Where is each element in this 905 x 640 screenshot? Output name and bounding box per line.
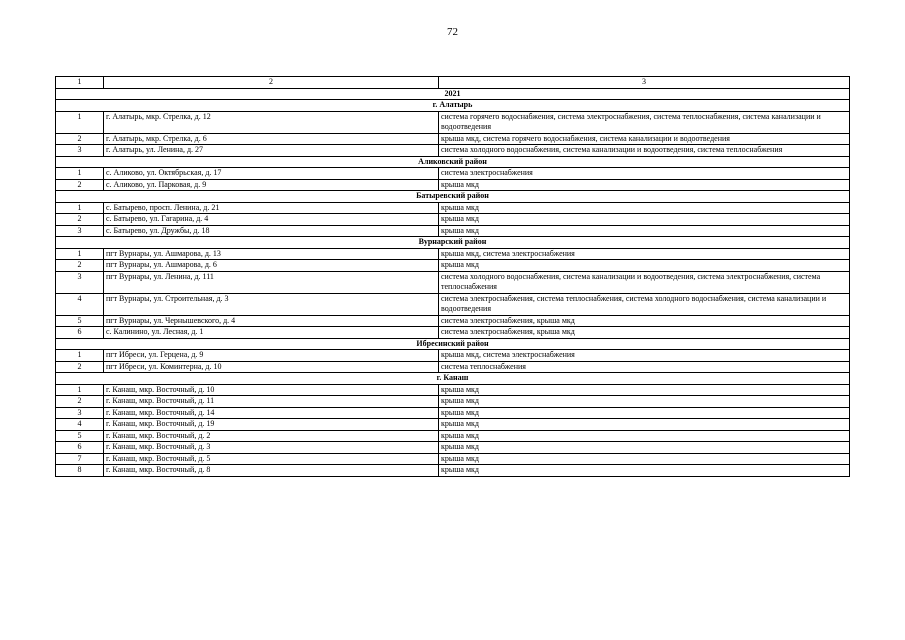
table-row [56, 145, 850, 157]
row-number: 2 [56, 133, 104, 145]
table-row [56, 293, 850, 315]
row-address: пгт Вурнары, ул. Ашмарова, д. 6 [104, 260, 439, 272]
row-works: система электроснабжения, крыша мкд [439, 315, 850, 327]
row-works: крыша мкд [439, 214, 850, 226]
row-works: система электроснабжения, система теплоснабжения, система холодного водоснабжения, система канализации и водоотведения [439, 293, 850, 315]
row-address: с. Батырево, ул. Дружбы, д. 18 [104, 225, 439, 237]
row-number: 3 [56, 225, 104, 237]
row-number: 5 [56, 430, 104, 442]
table-row [56, 327, 850, 339]
table-row [56, 396, 850, 408]
table-row [56, 465, 850, 477]
table-row [56, 407, 850, 419]
row-address: пгт Вурнары, ул. Строительная, д. 3 [104, 293, 439, 315]
row-works: крыша мкд [439, 453, 850, 465]
row-address: г. Канаш, мкр. Восточный, д. 11 [104, 396, 439, 408]
row-address: г. Канаш, мкр. Восточный, д. 5 [104, 453, 439, 465]
row-works: крыша мкд [439, 202, 850, 214]
row-number: 2 [56, 260, 104, 272]
column-numbers-row [56, 77, 850, 89]
row-works: крыша мкд [439, 225, 850, 237]
row-address: г. Алатырь, мкр. Стрелка, д. 12 [104, 111, 439, 133]
table-row [56, 453, 850, 465]
section-row [56, 237, 850, 249]
row-works: система теплоснабжения [439, 361, 850, 373]
row-number: 8 [56, 465, 104, 477]
section-heading: Ибресинский район [56, 338, 850, 350]
section-heading: Аликовский район [56, 156, 850, 168]
table-row [56, 225, 850, 237]
table-row [56, 384, 850, 396]
row-number: 1 [56, 350, 104, 362]
row-number: 4 [56, 293, 104, 315]
row-address: г. Алатырь, ул. Ленина, д. 27 [104, 145, 439, 157]
row-number: 3 [56, 407, 104, 419]
row-works: крыша мкд [439, 179, 850, 191]
year-heading: 2021 [56, 88, 850, 100]
row-number: 6 [56, 442, 104, 454]
row-address: пгт Ибреси, ул. Герцена, д. 9 [104, 350, 439, 362]
row-address: пгт Вурнары, ул. Ашмарова, д. 13 [104, 248, 439, 260]
table-row [56, 430, 850, 442]
row-address: с. Аликово, ул. Парковая, д. 9 [104, 179, 439, 191]
section-heading: Вурнарский район [56, 237, 850, 249]
table-row [56, 350, 850, 362]
table-row [56, 168, 850, 180]
row-works: крыша мкд [439, 465, 850, 477]
section-row [56, 156, 850, 168]
row-works: крыша мкд, система горячего водоснабжения, система канализации и водоотведения [439, 133, 850, 145]
row-address: пгт Ибреси, ул. Коминтерна, д. 10 [104, 361, 439, 373]
row-works: система холодного водоснабжения, система канализации и водоотведения, система теплоснабжения [439, 145, 850, 157]
table-row [56, 248, 850, 260]
row-works: система электроснабжения [439, 168, 850, 180]
row-works: крыша мкд [439, 396, 850, 408]
row-works: крыша мкд [439, 430, 850, 442]
column-number: 1 [56, 77, 104, 89]
table-row [56, 133, 850, 145]
works-table-body [56, 77, 850, 477]
section-heading: г. Канаш [56, 373, 850, 385]
row-address: г. Алатырь, мкр. Стрелка, д. 6 [104, 133, 439, 145]
section-heading: г. Алатырь [56, 100, 850, 112]
row-number: 1 [56, 202, 104, 214]
row-works: система электроснабжения, крыша мкд [439, 327, 850, 339]
row-number: 2 [56, 179, 104, 191]
row-number: 4 [56, 419, 104, 431]
row-number: 1 [56, 168, 104, 180]
table-row [56, 315, 850, 327]
section-row [56, 338, 850, 350]
row-works: крыша мкд [439, 260, 850, 272]
page-number: 72 [447, 26, 458, 38]
row-works: система горячего водоснабжения, система электроснабжения, система теплоснабжения, система канализации и водоотведения [439, 111, 850, 133]
row-works: крыша мкд [439, 419, 850, 431]
row-number: 1 [56, 111, 104, 133]
works-table [55, 76, 850, 477]
row-works: крыша мкд [439, 384, 850, 396]
row-number: 6 [56, 327, 104, 339]
row-number: 2 [56, 361, 104, 373]
table-row [56, 271, 850, 293]
row-address: пгт Вурнары, ул. Чернышевского, д. 4 [104, 315, 439, 327]
row-number: 3 [56, 271, 104, 293]
row-number: 2 [56, 214, 104, 226]
row-number: 1 [56, 248, 104, 260]
row-number: 3 [56, 145, 104, 157]
row-works: крыша мкд, система электроснабжения [439, 350, 850, 362]
table-row [56, 361, 850, 373]
row-works: крыша мкд [439, 407, 850, 419]
row-works: система холодного водоснабжения, система канализации и водоотведения, система электроснабжения, система теплоснабжения [439, 271, 850, 293]
row-address: г. Канаш, мкр. Восточный, д. 10 [104, 384, 439, 396]
year-row [56, 88, 850, 100]
table-row [56, 419, 850, 431]
row-number: 2 [56, 396, 104, 408]
row-address: г. Канаш, мкр. Восточный, д. 14 [104, 407, 439, 419]
row-address: с. Аликово, ул. Октябрьская, д. 17 [104, 168, 439, 180]
row-number: 1 [56, 384, 104, 396]
row-address: г. Канаш, мкр. Восточный, д. 8 [104, 465, 439, 477]
row-address: с. Батырево, просп. Ленина, д. 21 [104, 202, 439, 214]
row-address: г. Канаш, мкр. Восточный, д. 19 [104, 419, 439, 431]
section-row [56, 191, 850, 203]
table-row [56, 179, 850, 191]
table-row [56, 442, 850, 454]
row-address: с. Калинино, ул. Лесная, д. 1 [104, 327, 439, 339]
column-number: 2 [104, 77, 439, 89]
section-row [56, 100, 850, 112]
table-row [56, 202, 850, 214]
row-works: крыша мкд, система электроснабжения [439, 248, 850, 260]
column-number: 3 [439, 77, 850, 89]
row-address: с. Батырево, ул. Гагарина, д. 4 [104, 214, 439, 226]
section-row [56, 373, 850, 385]
section-heading: Батыревский район [56, 191, 850, 203]
row-address: г. Канаш, мкр. Восточный, д. 2 [104, 430, 439, 442]
table-row [56, 214, 850, 226]
row-number: 7 [56, 453, 104, 465]
row-address: пгт Вурнары, ул. Ленина, д. 111 [104, 271, 439, 293]
row-number: 5 [56, 315, 104, 327]
row-works: крыша мкд [439, 442, 850, 454]
row-address: г. Канаш, мкр. Восточный, д. 3 [104, 442, 439, 454]
table-row [56, 260, 850, 272]
table-row [56, 111, 850, 133]
